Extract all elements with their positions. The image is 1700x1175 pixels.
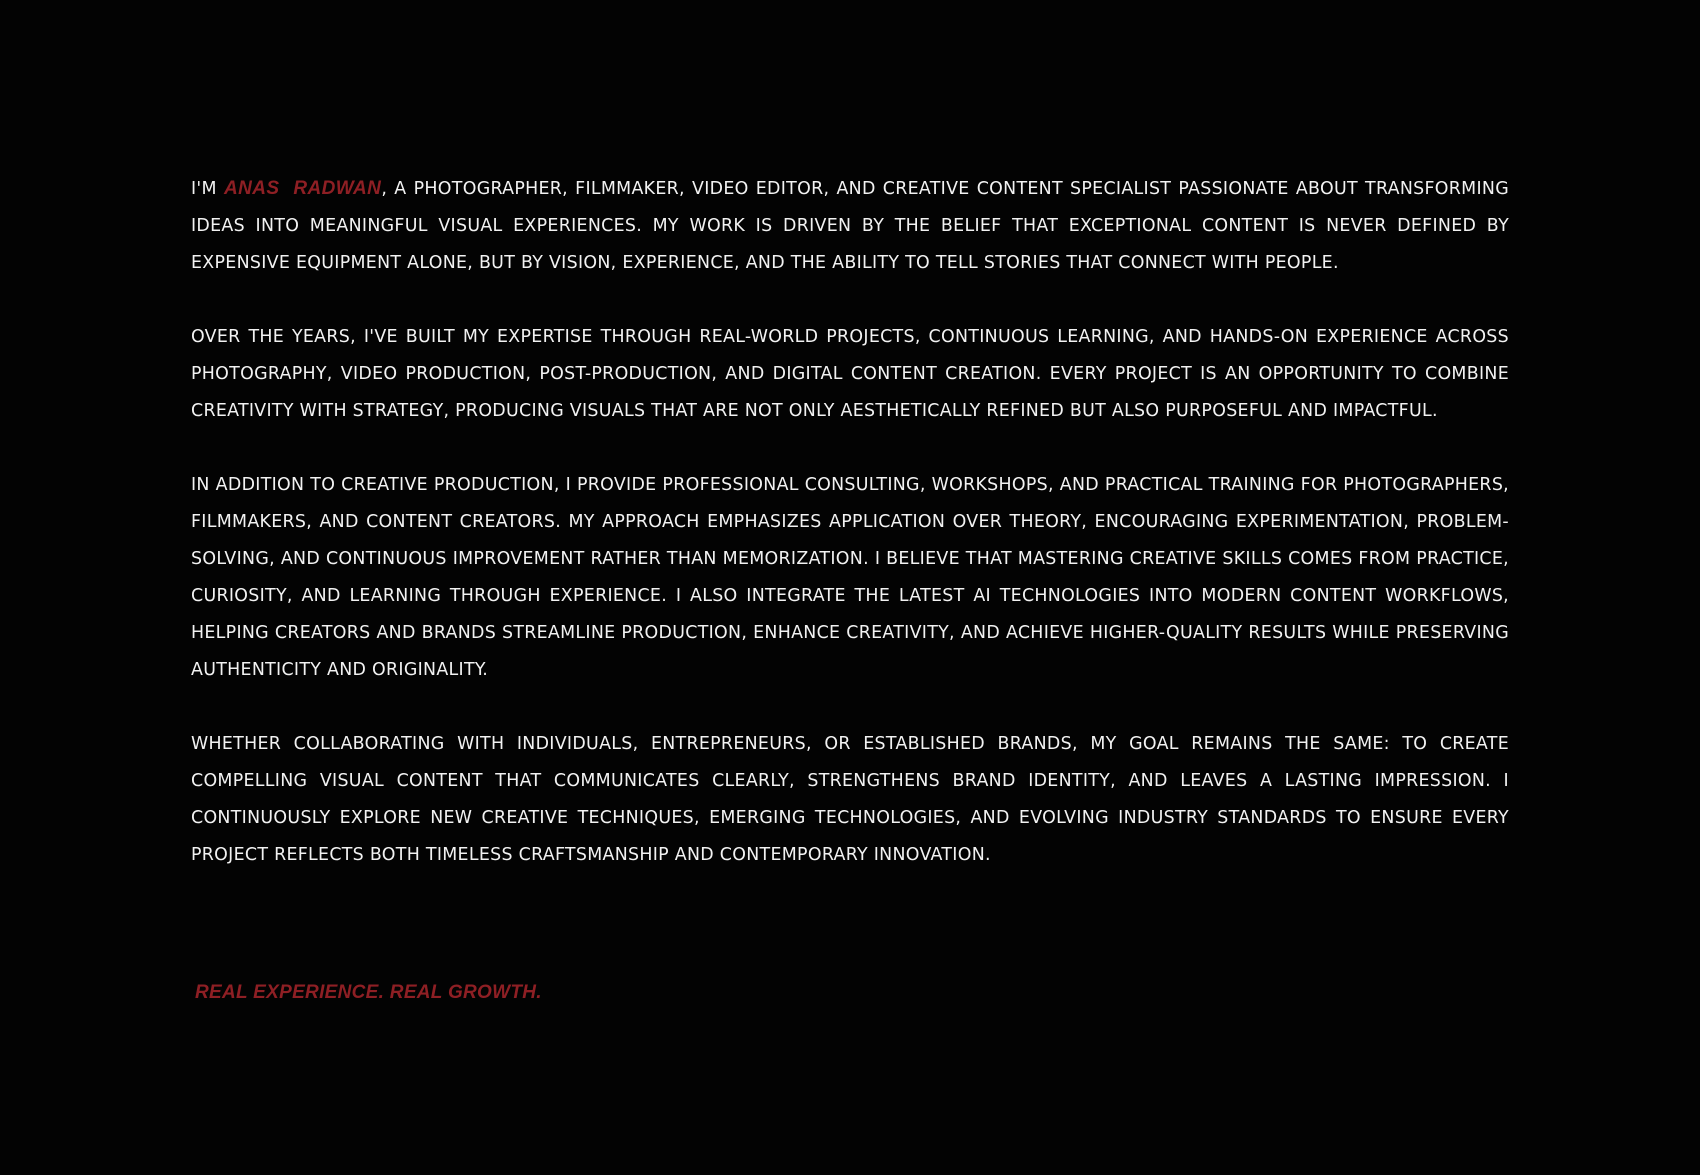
- about-section: [191, 170, 1509, 911]
- intro-prefix: I'M: [191, 179, 224, 199]
- goal-paragraph: WHETHER COLLABORATING WITH INDIVIDUALS, ENTREPRENEURS, OR ESTABLISHED BRANDS, MY GOAL REMAINS THE SAME: TO CREATE COMPELLING VISUAL CONTENT THAT COMMUNICATES CLEARLY, STRENGTHENS BRAND IDENTITY, AND LEAVES A LASTING IMPRESSION. I CONTINUOUSLY EXPLORE NEW CREATIVE TECHNIQUES, EMERGING TECHNOLOGIES, AND EVOLVING INDUSTRY STANDARDS TO ENSURE EVERY PROJECT REFLECTS BOTH TIMELESS CRAFTSMANSHIP AND CONTEMPORARY INNOVATION.: [191, 734, 1509, 865]
- tagline: REAL EXPERIENCE. REAL GROWTH.: [195, 982, 542, 1003]
- intro-paragraph: [191, 170, 1509, 282]
- training-paragraph: IN ADDITION TO CREATIVE PRODUCTION, I PROVIDE PROFESSIONAL CONSULTING, WORKSHOPS, AND PRACTICAL TRAINING FOR PHOTOGRAPHERS, FILMMAKERS, AND CONTENT CREATORS. MY APPROACH EMPHASIZES APPLICATION OVER THEORY, ENCOURAGING EXPERIMENTATION, PROBLEM-SOLVING, AND CONTINUOUS IMPROVEMENT RATHER THAN MEMORIZATION. I BELIEVE THAT MASTERING CREATIVE SKILLS COMES FROM PRACTICE, CURIOSITY, AND LEARNING THROUGH EXPERIENCE. I ALSO INTEGRATE THE LATEST AI TECHNOLOGIES INTO MODERN CONTENT WORKFLOWS, HELPING CREATORS AND BRANDS STREAMLINE PRODUCTION, ENHANCE CREATIVITY, AND ACHIEVE HIGHER-QUALITY RESULTS WHILE PRESERVING AUTHENTICITY AND ORIGINALITY.: [191, 475, 1509, 680]
- name-first: ANAS: [223, 178, 280, 199]
- name-last: RADWAN: [293, 178, 382, 199]
- intro-text: , A PHOTOGRAPHER, FILMMAKER, VIDEO EDITOR, AND CREATIVE CONTENT SPECIALIST PASSIONATE ABOUT TRANSFORMING IDEAS INTO MEANINGFUL VISUAL EXPERIENCES. MY WORK IS DRIVEN BY THE BELIEF THAT EXCEPTIONAL CONTENT IS NEVER DEFINED BY EXPENSIVE EQUIPMENT ALONE, BUT BY VISION, EXPERIENCE, AND THE ABILITY TO TELL STORIES THAT CONNECT WITH PEOPLE.: [191, 179, 1509, 273]
- experience-paragraph: OVER THE YEARS, I'VE BUILT MY EXPERTISE THROUGH REAL-WORLD PROJECTS, CONTINUOUS LEARNING, AND HANDS-ON EXPERIENCE ACROSS PHOTOGRAPHY, VIDEO PRODUCTION, POST-PRODUCTION, AND DIGITAL CONTENT CREATION. EVERY PROJECT IS AN OPPORTUNITY TO COMBINE CREATIVITY WITH STRATEGY, PRODUCING VISUALS THAT ARE NOT ONLY AESTHETICALLY REFINED BUT ALSO PURPOSEFUL AND IMPACTFUL.: [191, 327, 1509, 421]
